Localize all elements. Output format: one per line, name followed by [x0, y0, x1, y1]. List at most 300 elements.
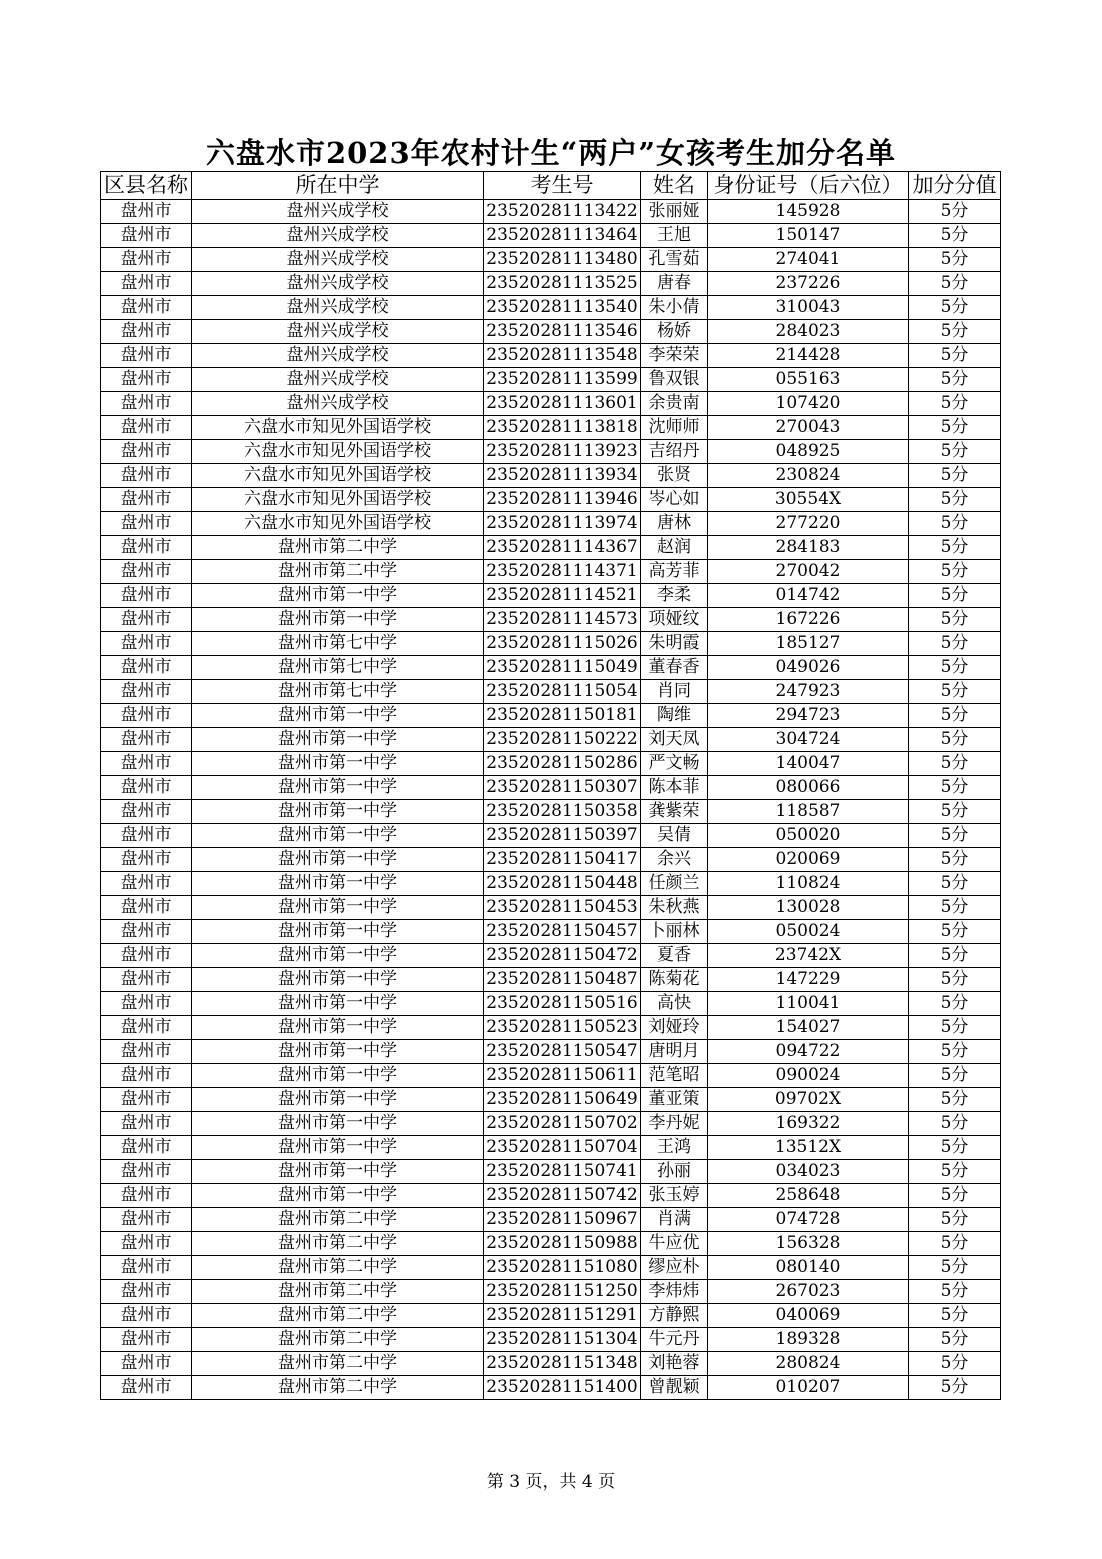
id-last-six-cell: 156328: [708, 1232, 909, 1256]
table-row: [101, 1208, 1001, 1232]
bonus-cell: 5分: [909, 272, 1001, 296]
district-cell: 盘州市: [101, 272, 192, 296]
name-cell: 吉绍丹: [641, 440, 708, 464]
id-last-six-cell: 294723: [708, 704, 909, 728]
table-row: [101, 1016, 1001, 1040]
school-cell: 盘州市第一中学: [192, 584, 484, 608]
bonus-cell: 5分: [909, 944, 1001, 968]
id-last-six-cell: 09702X: [708, 1088, 909, 1112]
name-cell: 刘天凤: [641, 728, 708, 752]
school-cell: 盘州兴成学校: [192, 320, 484, 344]
table-row: [101, 1184, 1001, 1208]
name-cell: 龚紫荣: [641, 800, 708, 824]
bonus-cell: 5分: [909, 872, 1001, 896]
header-id-last-six: 身份证号（后六位）: [708, 172, 909, 200]
exam-number-cell: 23520281150417: [484, 848, 641, 872]
bonus-cell: 5分: [909, 560, 1001, 584]
bonus-cell: 5分: [909, 368, 1001, 392]
name-cell: 李荣荣: [641, 344, 708, 368]
id-last-six-cell: 270043: [708, 416, 909, 440]
table-row: [101, 824, 1001, 848]
district-cell: 盘州市: [101, 920, 192, 944]
bonus-cell: 5分: [909, 920, 1001, 944]
district-cell: 盘州市: [101, 1088, 192, 1112]
school-cell: 六盘水市知见外国语学校: [192, 512, 484, 536]
exam-number-cell: 23520281150649: [484, 1088, 641, 1112]
id-last-six-cell: 080140: [708, 1256, 909, 1280]
exam-number-cell: 23520281114573: [484, 608, 641, 632]
exam-number-cell: 23520281150181: [484, 704, 641, 728]
table-row: [101, 320, 1001, 344]
id-last-six-cell: 154027: [708, 1016, 909, 1040]
name-cell: 陈本菲: [641, 776, 708, 800]
id-last-six-cell: 189328: [708, 1328, 909, 1352]
name-cell: 牛元丹: [641, 1328, 708, 1352]
district-cell: 盘州市: [101, 728, 192, 752]
name-cell: 缪应朴: [641, 1256, 708, 1280]
name-cell: 方静熙: [641, 1304, 708, 1328]
exam-number-cell: 23520281150611: [484, 1064, 641, 1088]
district-cell: 盘州市: [101, 944, 192, 968]
id-last-six-cell: 267023: [708, 1280, 909, 1304]
school-cell: 盘州市第一中学: [192, 824, 484, 848]
name-cell: 朱小倩: [641, 296, 708, 320]
bonus-cell: 5分: [909, 296, 1001, 320]
id-last-six-cell: 30554X: [708, 488, 909, 512]
district-cell: 盘州市: [101, 1016, 192, 1040]
exam-number-cell: 23520281150457: [484, 920, 641, 944]
id-last-six-cell: 050024: [708, 920, 909, 944]
bonus-cell: 5分: [909, 848, 1001, 872]
table-row: [101, 1112, 1001, 1136]
school-cell: 盘州市第二中学: [192, 1328, 484, 1352]
bonus-cell: 5分: [909, 1064, 1001, 1088]
school-cell: 盘州市第一中学: [192, 920, 484, 944]
exam-number-cell: 23520281150307: [484, 776, 641, 800]
table-row: [101, 1232, 1001, 1256]
bonus-cell: 5分: [909, 1328, 1001, 1352]
id-last-six-cell: 090024: [708, 1064, 909, 1088]
exam-number-cell: 23520281150516: [484, 992, 641, 1016]
bonus-cell: 5分: [909, 1280, 1001, 1304]
id-last-six-cell: 040069: [708, 1304, 909, 1328]
district-cell: 盘州市: [101, 1256, 192, 1280]
school-cell: 盘州市第一中学: [192, 1184, 484, 1208]
id-last-six-cell: 185127: [708, 632, 909, 656]
school-cell: 六盘水市知见外国语学校: [192, 488, 484, 512]
name-cell: 夏香: [641, 944, 708, 968]
district-cell: 盘州市: [101, 200, 192, 224]
bonus-cell: 5分: [909, 248, 1001, 272]
score-bonus-table: [100, 171, 1001, 1400]
school-cell: 盘州市第一中学: [192, 776, 484, 800]
table-row: [101, 272, 1001, 296]
name-cell: 董春香: [641, 656, 708, 680]
bonus-cell: 5分: [909, 680, 1001, 704]
exam-number-cell: 23520281151400: [484, 1376, 641, 1400]
id-last-six-cell: 050020: [708, 824, 909, 848]
exam-number-cell: 23520281113818: [484, 416, 641, 440]
exam-number-cell: 23520281115026: [484, 632, 641, 656]
bonus-cell: 5分: [909, 1112, 1001, 1136]
bonus-cell: 5分: [909, 224, 1001, 248]
name-cell: 朱秋燕: [641, 896, 708, 920]
school-cell: 盘州市第一中学: [192, 1088, 484, 1112]
name-cell: 陶维: [641, 704, 708, 728]
school-cell: 盘州市第一中学: [192, 872, 484, 896]
table-row: [101, 632, 1001, 656]
district-cell: 盘州市: [101, 344, 192, 368]
name-cell: 王旭: [641, 224, 708, 248]
school-cell: 盘州市第二中学: [192, 1304, 484, 1328]
table-row: [101, 416, 1001, 440]
district-cell: 盘州市: [101, 896, 192, 920]
bonus-cell: 5分: [909, 344, 1001, 368]
school-cell: 盘州市第七中学: [192, 656, 484, 680]
district-cell: 盘州市: [101, 584, 192, 608]
school-cell: 盘州市第一中学: [192, 704, 484, 728]
exam-number-cell: 23520281151250: [484, 1280, 641, 1304]
name-cell: 李柔: [641, 584, 708, 608]
name-cell: 唐明月: [641, 1040, 708, 1064]
exam-number-cell: 23520281150448: [484, 872, 641, 896]
table-row: [101, 1376, 1001, 1400]
table-row: [101, 872, 1001, 896]
district-cell: 盘州市: [101, 824, 192, 848]
exam-number-cell: 23520281150487: [484, 968, 641, 992]
district-cell: 盘州市: [101, 488, 192, 512]
name-cell: 卜丽林: [641, 920, 708, 944]
id-last-six-cell: 147229: [708, 968, 909, 992]
bonus-cell: 5分: [909, 896, 1001, 920]
district-cell: 盘州市: [101, 392, 192, 416]
name-cell: 刘艳蓉: [641, 1352, 708, 1376]
bonus-cell: 5分: [909, 200, 1001, 224]
district-cell: 盘州市: [101, 248, 192, 272]
school-cell: 盘州市第二中学: [192, 560, 484, 584]
id-last-six-cell: 280824: [708, 1352, 909, 1376]
name-cell: 刘娅玲: [641, 1016, 708, 1040]
table-row: [101, 344, 1001, 368]
id-last-six-cell: 055163: [708, 368, 909, 392]
name-cell: 杨娇: [641, 320, 708, 344]
exam-number-cell: 23520281151348: [484, 1352, 641, 1376]
name-cell: 曾靓颖: [641, 1376, 708, 1400]
exam-number-cell: 23520281115049: [484, 656, 641, 680]
id-last-six-cell: 049026: [708, 656, 909, 680]
exam-number-cell: 23520281150988: [484, 1232, 641, 1256]
table-row: [101, 728, 1001, 752]
table-row: [101, 1304, 1001, 1328]
header-bonus-points: 加分分值: [909, 172, 1001, 200]
exam-number-cell: 23520281150358: [484, 800, 641, 824]
bonus-cell: 5分: [909, 440, 1001, 464]
name-cell: 岑心如: [641, 488, 708, 512]
table-row: [101, 296, 1001, 320]
id-last-six-cell: 110041: [708, 992, 909, 1016]
id-last-six-cell: 150147: [708, 224, 909, 248]
id-last-six-cell: 145928: [708, 200, 909, 224]
school-cell: 盘州兴成学校: [192, 392, 484, 416]
id-last-six-cell: 237226: [708, 272, 909, 296]
table-row: [101, 920, 1001, 944]
name-cell: 张丽娅: [641, 200, 708, 224]
exam-number-cell: 23520281150523: [484, 1016, 641, 1040]
bonus-cell: 5分: [909, 464, 1001, 488]
exam-number-cell: 23520281151291: [484, 1304, 641, 1328]
table-row: [101, 1256, 1001, 1280]
district-cell: 盘州市: [101, 224, 192, 248]
exam-number-cell: 23520281113934: [484, 464, 641, 488]
id-last-six-cell: 118587: [708, 800, 909, 824]
bonus-cell: 5分: [909, 584, 1001, 608]
name-cell: 李炜炜: [641, 1280, 708, 1304]
id-last-six-cell: 247923: [708, 680, 909, 704]
name-cell: 严文畅: [641, 752, 708, 776]
exam-number-cell: 23520281113546: [484, 320, 641, 344]
id-last-six-cell: 010207: [708, 1376, 909, 1400]
id-last-six-cell: 107420: [708, 392, 909, 416]
table-row: [101, 200, 1001, 224]
exam-number-cell: 23520281113601: [484, 392, 641, 416]
table-row: [101, 680, 1001, 704]
name-cell: 肖满: [641, 1208, 708, 1232]
name-cell: 吴倩: [641, 824, 708, 848]
district-cell: 盘州市: [101, 680, 192, 704]
id-last-six-cell: 130028: [708, 896, 909, 920]
bonus-cell: 5分: [909, 1208, 1001, 1232]
name-cell: 肖同: [641, 680, 708, 704]
id-last-six-cell: 13512X: [708, 1136, 909, 1160]
id-last-six-cell: 304724: [708, 728, 909, 752]
id-last-six-cell: 270042: [708, 560, 909, 584]
bonus-cell: 5分: [909, 656, 1001, 680]
exam-number-cell: 23520281114367: [484, 536, 641, 560]
id-last-six-cell: 080066: [708, 776, 909, 800]
document-title: 六盘水市2023年农村计生“两户”女孩考生加分名单: [205, 136, 897, 170]
name-cell: 范笔昭: [641, 1064, 708, 1088]
bonus-cell: 5分: [909, 1040, 1001, 1064]
header-name: 姓名: [641, 172, 708, 200]
name-cell: 孔雪茹: [641, 248, 708, 272]
district-cell: 盘州市: [101, 536, 192, 560]
district-cell: 盘州市: [101, 872, 192, 896]
name-cell: 高快: [641, 992, 708, 1016]
school-cell: 盘州市第二中学: [192, 1352, 484, 1376]
district-cell: 盘州市: [101, 632, 192, 656]
bonus-cell: 5分: [909, 968, 1001, 992]
school-cell: 盘州市第七中学: [192, 680, 484, 704]
district-cell: 盘州市: [101, 464, 192, 488]
bonus-cell: 5分: [909, 1352, 1001, 1376]
exam-number-cell: 23520281113946: [484, 488, 641, 512]
school-cell: 盘州市第一中学: [192, 1112, 484, 1136]
table-body: [101, 200, 1001, 1400]
name-cell: 唐春: [641, 272, 708, 296]
exam-number-cell: 23520281115054: [484, 680, 641, 704]
name-cell: 任颜兰: [641, 872, 708, 896]
school-cell: 盘州市第一中学: [192, 896, 484, 920]
school-cell: 盘州兴成学校: [192, 200, 484, 224]
name-cell: 余贵南: [641, 392, 708, 416]
name-cell: 赵润: [641, 536, 708, 560]
id-last-six-cell: 277220: [708, 512, 909, 536]
name-cell: 陈菊花: [641, 968, 708, 992]
district-cell: 盘州市: [101, 1040, 192, 1064]
school-cell: 盘州兴成学校: [192, 296, 484, 320]
exam-number-cell: 23520281150222: [484, 728, 641, 752]
name-cell: 孙丽: [641, 1160, 708, 1184]
district-cell: 盘州市: [101, 848, 192, 872]
name-cell: 王鸿: [641, 1136, 708, 1160]
table-row: [101, 1280, 1001, 1304]
name-cell: 余兴: [641, 848, 708, 872]
exam-number-cell: 23520281113599: [484, 368, 641, 392]
school-cell: 盘州市第一中学: [192, 1136, 484, 1160]
bonus-cell: 5分: [909, 608, 1001, 632]
table-row: [101, 1040, 1001, 1064]
school-cell: 盘州市第一中学: [192, 992, 484, 1016]
school-cell: 盘州市第一中学: [192, 944, 484, 968]
school-cell: 盘州市第七中学: [192, 632, 484, 656]
district-cell: 盘州市: [101, 1208, 192, 1232]
district-cell: 盘州市: [101, 440, 192, 464]
table-row: [101, 464, 1001, 488]
school-cell: 盘州市第二中学: [192, 1256, 484, 1280]
exam-number-cell: 23520281150397: [484, 824, 641, 848]
exam-number-cell: 23520281150704: [484, 1136, 641, 1160]
school-cell: 盘州市第二中学: [192, 536, 484, 560]
school-cell: 盘州兴成学校: [192, 272, 484, 296]
name-cell: 朱明霞: [641, 632, 708, 656]
table-row: [101, 392, 1001, 416]
bonus-cell: 5分: [909, 1376, 1001, 1400]
id-last-six-cell: 074728: [708, 1208, 909, 1232]
school-cell: 六盘水市知见外国语学校: [192, 416, 484, 440]
name-cell: 牛应优: [641, 1232, 708, 1256]
bonus-cell: 5分: [909, 488, 1001, 512]
name-cell: 李丹妮: [641, 1112, 708, 1136]
exam-number-cell: 23520281150742: [484, 1184, 641, 1208]
id-last-six-cell: 258648: [708, 1184, 909, 1208]
page-footer: 第 3 页，共 4 页: [486, 1472, 616, 1492]
bonus-cell: 5分: [909, 1304, 1001, 1328]
bonus-cell: 5分: [909, 1136, 1001, 1160]
table-row: [101, 584, 1001, 608]
exam-number-cell: 23520281150741: [484, 1160, 641, 1184]
district-cell: 盘州市: [101, 512, 192, 536]
bonus-cell: 5分: [909, 776, 1001, 800]
exam-number-cell: 23520281113548: [484, 344, 641, 368]
bonus-cell: 5分: [909, 824, 1001, 848]
school-cell: 盘州兴成学校: [192, 224, 484, 248]
bonus-cell: 5分: [909, 992, 1001, 1016]
table-row: [101, 896, 1001, 920]
district-cell: 盘州市: [101, 416, 192, 440]
district-cell: 盘州市: [101, 1160, 192, 1184]
table-row: [101, 536, 1001, 560]
id-last-six-cell: 274041: [708, 248, 909, 272]
school-cell: 盘州兴成学校: [192, 344, 484, 368]
name-cell: 董亚策: [641, 1088, 708, 1112]
id-last-six-cell: 169322: [708, 1112, 909, 1136]
school-cell: 盘州市第一中学: [192, 1160, 484, 1184]
bonus-cell: 5分: [909, 320, 1001, 344]
school-cell: 盘州市第一中学: [192, 1016, 484, 1040]
district-cell: 盘州市: [101, 1232, 192, 1256]
school-cell: 盘州市第一中学: [192, 1040, 484, 1064]
district-cell: 盘州市: [101, 1280, 192, 1304]
school-cell: 盘州市第一中学: [192, 800, 484, 824]
bonus-cell: 5分: [909, 1160, 1001, 1184]
district-cell: 盘州市: [101, 1352, 192, 1376]
name-cell: 高芳菲: [641, 560, 708, 584]
school-cell: 盘州市第一中学: [192, 728, 484, 752]
school-cell: 盘州市第一中学: [192, 848, 484, 872]
id-last-six-cell: 284023: [708, 320, 909, 344]
bonus-cell: 5分: [909, 632, 1001, 656]
exam-number-cell: 23520281114521: [484, 584, 641, 608]
exam-number-cell: 23520281113540: [484, 296, 641, 320]
table-row: [101, 1136, 1001, 1160]
bonus-cell: 5分: [909, 728, 1001, 752]
table-row: [101, 752, 1001, 776]
table-row: [101, 1160, 1001, 1184]
id-last-six-cell: 214428: [708, 344, 909, 368]
id-last-six-cell: 284183: [708, 536, 909, 560]
name-cell: 张贤: [641, 464, 708, 488]
district-cell: 盘州市: [101, 296, 192, 320]
table-row: [101, 1328, 1001, 1352]
table-row: [101, 848, 1001, 872]
id-last-six-cell: 230824: [708, 464, 909, 488]
name-cell: 鲁双银: [641, 368, 708, 392]
district-cell: 盘州市: [101, 1112, 192, 1136]
school-cell: 盘州市第二中学: [192, 1232, 484, 1256]
id-last-six-cell: 020069: [708, 848, 909, 872]
district-cell: 盘州市: [101, 704, 192, 728]
table-row: [101, 992, 1001, 1016]
district-cell: 盘州市: [101, 992, 192, 1016]
exam-number-cell: 23520281113923: [484, 440, 641, 464]
bonus-cell: 5分: [909, 1184, 1001, 1208]
bonus-cell: 5分: [909, 1256, 1001, 1280]
table-row: [101, 944, 1001, 968]
exam-number-cell: 23520281113525: [484, 272, 641, 296]
table-row: [101, 248, 1001, 272]
id-last-six-cell: 167226: [708, 608, 909, 632]
table-row: [101, 560, 1001, 584]
id-last-six-cell: 310043: [708, 296, 909, 320]
name-cell: 唐林: [641, 512, 708, 536]
district-cell: 盘州市: [101, 1184, 192, 1208]
table-row: [101, 488, 1001, 512]
exam-number-cell: 23520281150547: [484, 1040, 641, 1064]
bonus-cell: 5分: [909, 416, 1001, 440]
table-row: [101, 368, 1001, 392]
table-row: [101, 224, 1001, 248]
bonus-cell: 5分: [909, 704, 1001, 728]
district-cell: 盘州市: [101, 1376, 192, 1400]
bonus-cell: 5分: [909, 512, 1001, 536]
bonus-cell: 5分: [909, 800, 1001, 824]
exam-number-cell: 23520281113974: [484, 512, 641, 536]
school-cell: 盘州市第二中学: [192, 1280, 484, 1304]
header-district: 区县名称: [101, 172, 192, 200]
table-row: [101, 656, 1001, 680]
table-row: [101, 1088, 1001, 1112]
exam-number-cell: 23520281150453: [484, 896, 641, 920]
